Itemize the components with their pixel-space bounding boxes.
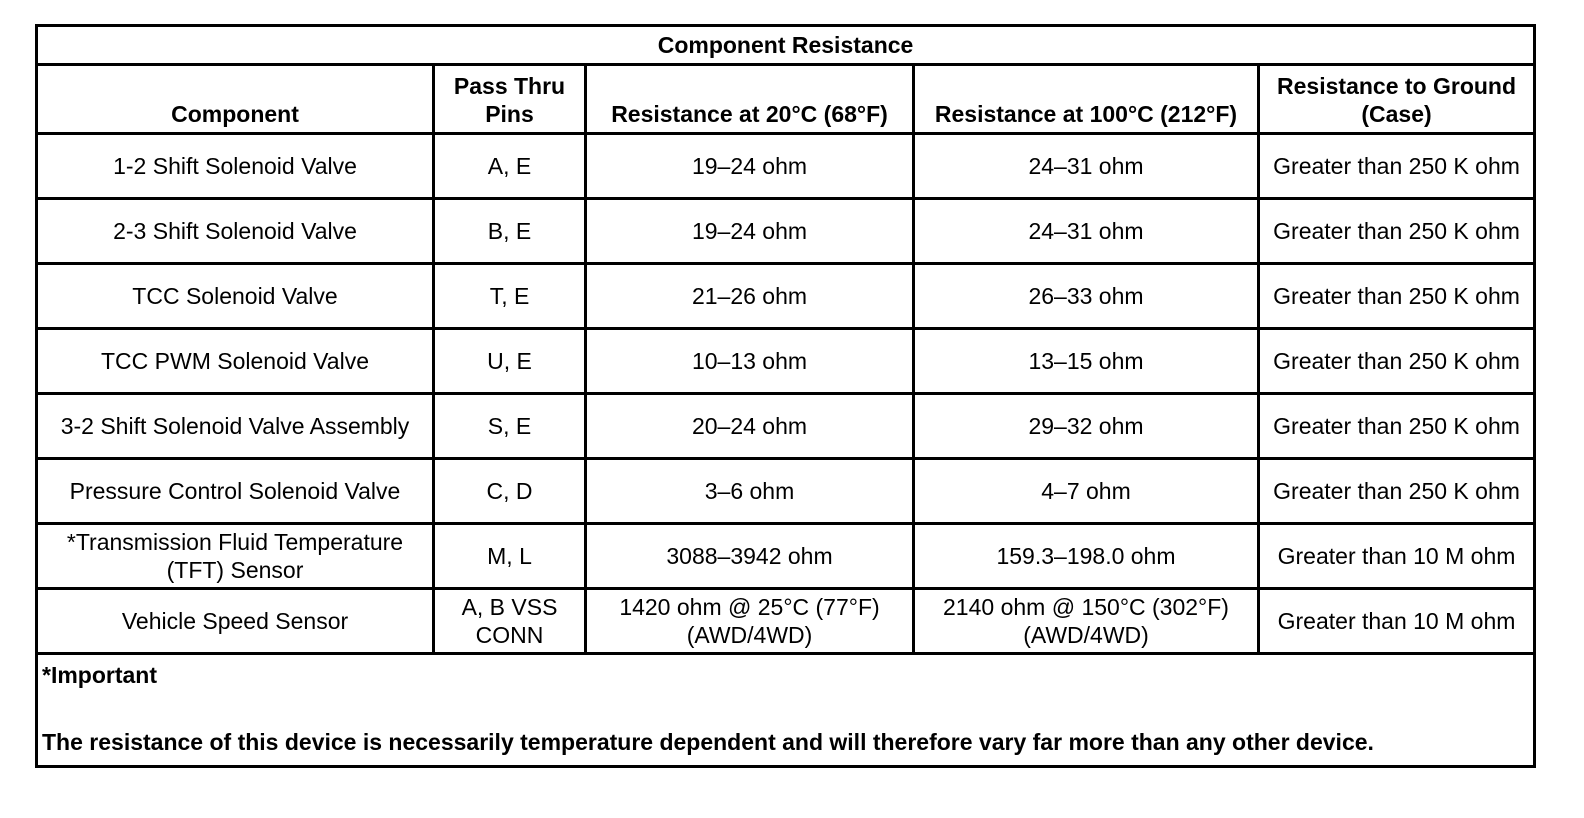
cell-resistance-to-ground: Greater than 10 M ohm — [1259, 524, 1535, 589]
cell-component: Pressure Control Solenoid Valve — [37, 459, 434, 524]
cell-pass-thru-pins: A, E — [434, 134, 586, 199]
table-row — [37, 524, 1535, 589]
note-text: The resistance of this device is necessarily temperature dependent and will therefore vary far more than any other device. — [42, 729, 1374, 755]
cell-component: 2-3 Shift Solenoid Valve — [37, 199, 434, 264]
cell-pass-thru-pins: S, E — [434, 394, 586, 459]
cell-pass-thru-pins: U, E — [434, 329, 586, 394]
cell-resistance-100c: 29–32 ohm — [914, 394, 1259, 459]
table-row — [37, 329, 1535, 394]
cell-resistance-100c: 26–33 ohm — [914, 264, 1259, 329]
column-header-resistance-100c: Resistance at 100°C (212°F) — [914, 65, 1259, 134]
important-note — [37, 654, 1535, 767]
cell-resistance-to-ground: Greater than 250 K ohm — [1259, 199, 1535, 264]
table-title: Component Resistance — [37, 26, 1535, 65]
table-header-row — [37, 65, 1535, 134]
cell-resistance-20c: 10–13 ohm — [586, 329, 914, 394]
cell-resistance-20c: 20–24 ohm — [586, 394, 914, 459]
table-row — [37, 589, 1535, 654]
table-row — [37, 264, 1535, 329]
column-header-component: Component — [37, 65, 434, 134]
column-header-resistance-20c: Resistance at 20°C (68°F) — [586, 65, 914, 134]
cell-resistance-100c: 4–7 ohm — [914, 459, 1259, 524]
cell-resistance-to-ground: Greater than 250 K ohm — [1259, 264, 1535, 329]
cell-resistance-20c: 3088–3942 ohm — [586, 524, 914, 589]
component-resistance-table — [35, 24, 1536, 768]
table-note-row — [37, 654, 1535, 767]
cell-resistance-to-ground: Greater than 250 K ohm — [1259, 459, 1535, 524]
cell-resistance-20c: 21–26 ohm — [586, 264, 914, 329]
column-header-resistance-to-ground: Resistance to Ground (Case) — [1259, 65, 1535, 134]
component-resistance-table-container — [35, 24, 1533, 768]
cell-pass-thru-pins: T, E — [434, 264, 586, 329]
cell-resistance-100c: 24–31 ohm — [914, 134, 1259, 199]
cell-resistance-20c: 1420 ohm @ 25°C (77°F) (AWD/4WD) — [586, 589, 914, 654]
cell-pass-thru-pins: M, L — [434, 524, 586, 589]
cell-resistance-to-ground: Greater than 10 M ohm — [1259, 589, 1535, 654]
table-title-row — [37, 26, 1535, 65]
column-header-pass-thru-pins: Pass Thru Pins — [434, 65, 586, 134]
cell-resistance-to-ground: Greater than 250 K ohm — [1259, 394, 1535, 459]
cell-pass-thru-pins: B, E — [434, 199, 586, 264]
cell-pass-thru-pins: C, D — [434, 459, 586, 524]
table-row — [37, 394, 1535, 459]
cell-resistance-20c: 19–24 ohm — [586, 199, 914, 264]
table-row — [37, 459, 1535, 524]
cell-component: Vehicle Speed Sensor — [37, 589, 434, 654]
cell-pass-thru-pins: A, B VSS CONN — [434, 589, 586, 654]
cell-resistance-20c: 3–6 ohm — [586, 459, 914, 524]
cell-resistance-20c: 19–24 ohm — [586, 134, 914, 199]
cell-resistance-100c: 13–15 ohm — [914, 329, 1259, 394]
note-title: *Important — [42, 662, 157, 688]
cell-resistance-100c: 2140 ohm @ 150°C (302°F) (AWD/4WD) — [914, 589, 1259, 654]
cell-resistance-100c: 159.3–198.0 ohm — [914, 524, 1259, 589]
cell-component: 3-2 Shift Solenoid Valve Assembly — [37, 394, 434, 459]
cell-component: 1-2 Shift Solenoid Valve — [37, 134, 434, 199]
cell-resistance-to-ground: Greater than 250 K ohm — [1259, 329, 1535, 394]
cell-component: *Transmission Fluid Temperature (TFT) Sensor — [37, 524, 434, 589]
cell-resistance-to-ground: Greater than 250 K ohm — [1259, 134, 1535, 199]
table-row — [37, 199, 1535, 264]
cell-resistance-100c: 24–31 ohm — [914, 199, 1259, 264]
cell-component: TCC PWM Solenoid Valve — [37, 329, 434, 394]
table-row — [37, 134, 1535, 199]
cell-component: TCC Solenoid Valve — [37, 264, 434, 329]
